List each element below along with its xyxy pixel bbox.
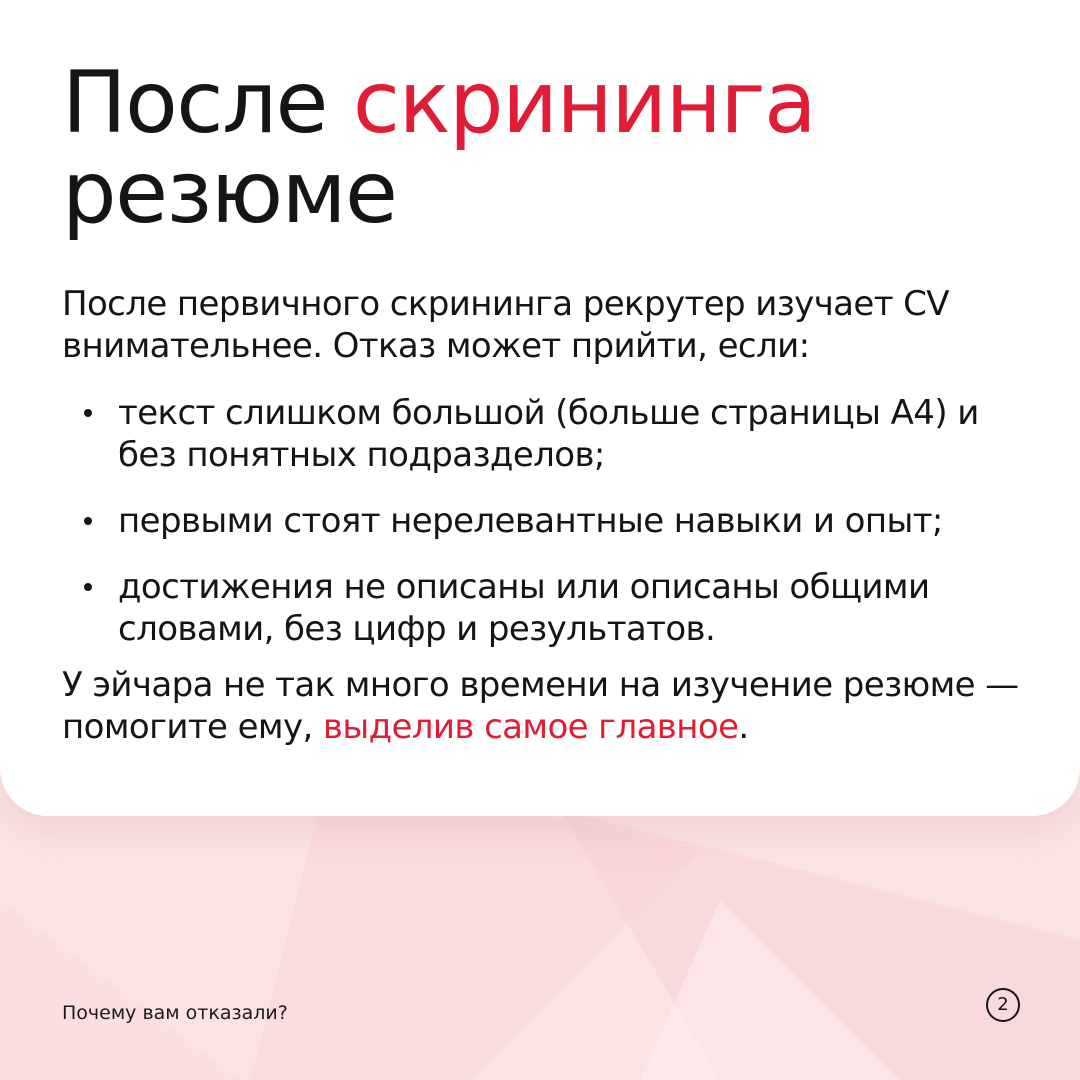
title-accent: скрининга xyxy=(352,53,816,153)
title-part-1: После xyxy=(62,53,327,153)
title-part-2: резюме xyxy=(62,143,397,243)
intro-paragraph: После первичного скрининга рекрутер изучает CV внимательнее. Отказ может прийти, если: xyxy=(62,284,949,366)
page-number-badge: 2 xyxy=(986,988,1020,1022)
outro-text: У эйчара не так много времени на изучение резюме — помогите ему, xyxy=(62,665,1019,747)
outro-accent: выделив самое главное xyxy=(322,707,739,747)
list-item-text: текст слишком большой (больше страницы А4) и без понятных подразделов; xyxy=(118,393,979,475)
outro-end: . xyxy=(738,707,749,747)
bullet-dot-icon xyxy=(84,409,92,417)
outro-paragraph xyxy=(62,664,1022,748)
list-item-text: достижения не описаны или описаны общими словами, без цифр и результатов. xyxy=(118,567,930,649)
list-item xyxy=(62,566,1042,650)
reasons-list xyxy=(62,392,1042,674)
list-item xyxy=(62,392,1042,476)
list-item xyxy=(62,500,1042,542)
bullet-dot-icon xyxy=(84,583,92,591)
footer-caption: Почему вам отказали? xyxy=(62,1002,288,1024)
list-item-text: первыми стоят нерелевантные навыки и опыт; xyxy=(118,501,943,541)
bullet-dot-icon xyxy=(84,517,92,525)
page-title xyxy=(62,53,816,243)
